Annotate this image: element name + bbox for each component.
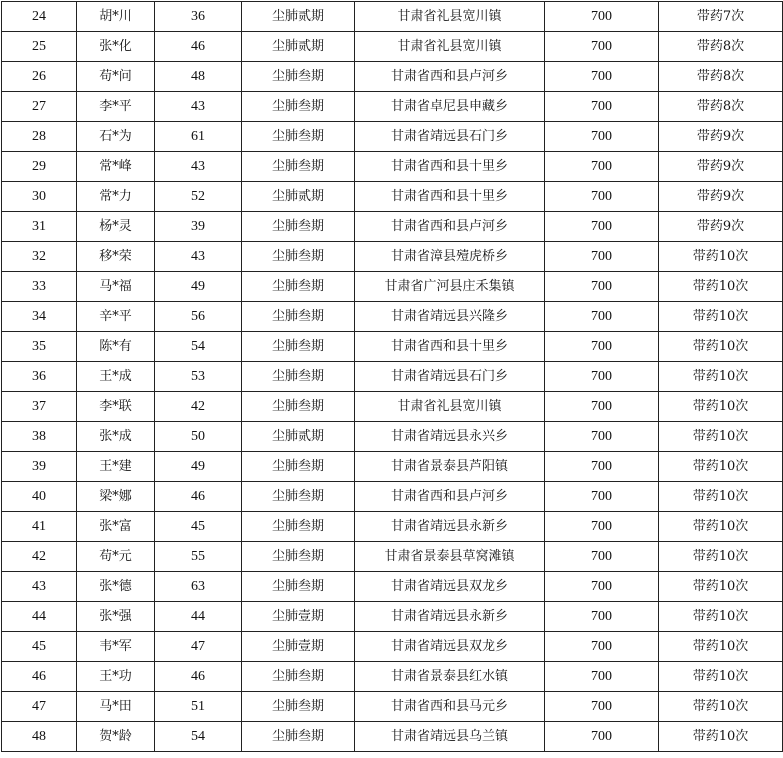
cell-stage: 尘肺叁期 bbox=[242, 242, 355, 272]
cell-amount: 700 bbox=[545, 32, 659, 62]
cell-medicine: 带药10次 bbox=[659, 602, 783, 632]
cell-age: 46 bbox=[155, 32, 242, 62]
patient-table bbox=[1, 1, 783, 752]
cell-amount: 700 bbox=[545, 2, 659, 32]
cell-amount: 700 bbox=[545, 542, 659, 572]
table-row bbox=[2, 512, 783, 542]
cell-medicine: 带药10次 bbox=[659, 452, 783, 482]
cell-age: 36 bbox=[155, 2, 242, 32]
cell-amount: 700 bbox=[545, 482, 659, 512]
cell-age: 61 bbox=[155, 122, 242, 152]
cell-address: 甘肃省景泰县红水镇 bbox=[355, 662, 545, 692]
cell-name: 常*力 bbox=[77, 182, 155, 212]
cell-amount: 700 bbox=[545, 272, 659, 302]
cell-age: 39 bbox=[155, 212, 242, 242]
cell-stage: 尘肺叁期 bbox=[242, 572, 355, 602]
cell-row-number: 47 bbox=[2, 692, 77, 722]
table-row bbox=[2, 602, 783, 632]
cell-amount: 700 bbox=[545, 362, 659, 392]
cell-stage: 尘肺叁期 bbox=[242, 542, 355, 572]
table-row bbox=[2, 2, 783, 32]
cell-name: 苟*问 bbox=[77, 62, 155, 92]
cell-name: 马*福 bbox=[77, 272, 155, 302]
cell-name: 张*富 bbox=[77, 512, 155, 542]
cell-address: 甘肃省礼县宽川镇 bbox=[355, 2, 545, 32]
table-row bbox=[2, 152, 783, 182]
cell-age: 56 bbox=[155, 302, 242, 332]
cell-age: 54 bbox=[155, 722, 242, 752]
table-row bbox=[2, 482, 783, 512]
cell-name: 马*田 bbox=[77, 692, 155, 722]
cell-row-number: 36 bbox=[2, 362, 77, 392]
cell-stage: 尘肺叁期 bbox=[242, 392, 355, 422]
cell-address: 甘肃省西和县卢河乡 bbox=[355, 482, 545, 512]
cell-medicine: 带药8次 bbox=[659, 32, 783, 62]
cell-medicine: 带药10次 bbox=[659, 362, 783, 392]
cell-address: 甘肃省西和县马元乡 bbox=[355, 692, 545, 722]
table-row bbox=[2, 692, 783, 722]
cell-row-number: 48 bbox=[2, 722, 77, 752]
cell-row-number: 41 bbox=[2, 512, 77, 542]
cell-amount: 700 bbox=[545, 422, 659, 452]
cell-row-number: 29 bbox=[2, 152, 77, 182]
cell-medicine: 带药10次 bbox=[659, 632, 783, 662]
cell-medicine: 带药9次 bbox=[659, 212, 783, 242]
cell-row-number: 33 bbox=[2, 272, 77, 302]
cell-amount: 700 bbox=[545, 692, 659, 722]
table-row bbox=[2, 92, 783, 122]
cell-name: 张*德 bbox=[77, 572, 155, 602]
cell-address: 甘肃省西和县卢河乡 bbox=[355, 212, 545, 242]
cell-medicine: 带药9次 bbox=[659, 122, 783, 152]
table-row bbox=[2, 722, 783, 752]
cell-name: 李*联 bbox=[77, 392, 155, 422]
cell-stage: 尘肺叁期 bbox=[242, 662, 355, 692]
cell-address: 甘肃省靖远县双龙乡 bbox=[355, 632, 545, 662]
cell-row-number: 25 bbox=[2, 32, 77, 62]
cell-stage: 尘肺贰期 bbox=[242, 2, 355, 32]
cell-age: 45 bbox=[155, 512, 242, 542]
table-row bbox=[2, 302, 783, 332]
cell-stage: 尘肺叁期 bbox=[242, 452, 355, 482]
cell-amount: 700 bbox=[545, 452, 659, 482]
cell-amount: 700 bbox=[545, 512, 659, 542]
cell-stage: 尘肺壹期 bbox=[242, 632, 355, 662]
cell-row-number: 39 bbox=[2, 452, 77, 482]
cell-address: 甘肃省靖远县石门乡 bbox=[355, 362, 545, 392]
cell-address: 甘肃省景泰县芦阳镇 bbox=[355, 452, 545, 482]
cell-stage: 尘肺叁期 bbox=[242, 302, 355, 332]
cell-stage: 尘肺叁期 bbox=[242, 212, 355, 242]
cell-age: 44 bbox=[155, 602, 242, 632]
cell-stage: 尘肺贰期 bbox=[242, 182, 355, 212]
cell-row-number: 34 bbox=[2, 302, 77, 332]
table-row bbox=[2, 362, 783, 392]
table-row bbox=[2, 572, 783, 602]
table-row bbox=[2, 272, 783, 302]
cell-medicine: 带药10次 bbox=[659, 542, 783, 572]
cell-name: 韦*军 bbox=[77, 632, 155, 662]
cell-stage: 尘肺贰期 bbox=[242, 422, 355, 452]
table-row bbox=[2, 332, 783, 362]
cell-medicine: 带药10次 bbox=[659, 392, 783, 422]
table-row bbox=[2, 62, 783, 92]
cell-row-number: 40 bbox=[2, 482, 77, 512]
cell-age: 43 bbox=[155, 92, 242, 122]
cell-age: 47 bbox=[155, 632, 242, 662]
cell-medicine: 带药10次 bbox=[659, 332, 783, 362]
cell-amount: 700 bbox=[545, 302, 659, 332]
cell-medicine: 带药8次 bbox=[659, 62, 783, 92]
cell-address: 甘肃省礼县宽川镇 bbox=[355, 392, 545, 422]
cell-address: 甘肃省靖远县永新乡 bbox=[355, 602, 545, 632]
cell-row-number: 38 bbox=[2, 422, 77, 452]
cell-name: 石*为 bbox=[77, 122, 155, 152]
cell-medicine: 带药10次 bbox=[659, 722, 783, 752]
cell-amount: 700 bbox=[545, 662, 659, 692]
cell-name: 张*成 bbox=[77, 422, 155, 452]
cell-stage: 尘肺叁期 bbox=[242, 692, 355, 722]
cell-row-number: 31 bbox=[2, 212, 77, 242]
cell-stage: 尘肺叁期 bbox=[242, 272, 355, 302]
cell-amount: 700 bbox=[545, 62, 659, 92]
cell-row-number: 37 bbox=[2, 392, 77, 422]
cell-stage: 尘肺叁期 bbox=[242, 362, 355, 392]
cell-name: 王*功 bbox=[77, 662, 155, 692]
cell-row-number: 30 bbox=[2, 182, 77, 212]
cell-medicine: 带药10次 bbox=[659, 302, 783, 332]
cell-address: 甘肃省靖远县乌兰镇 bbox=[355, 722, 545, 752]
cell-address: 甘肃省西和县卢河乡 bbox=[355, 62, 545, 92]
cell-amount: 700 bbox=[545, 212, 659, 242]
cell-amount: 700 bbox=[545, 152, 659, 182]
cell-medicine: 带药10次 bbox=[659, 692, 783, 722]
cell-amount: 700 bbox=[545, 182, 659, 212]
cell-name: 辛*平 bbox=[77, 302, 155, 332]
cell-stage: 尘肺叁期 bbox=[242, 482, 355, 512]
cell-name: 李*平 bbox=[77, 92, 155, 122]
cell-address: 甘肃省漳县殪虎桥乡 bbox=[355, 242, 545, 272]
cell-age: 43 bbox=[155, 152, 242, 182]
cell-row-number: 35 bbox=[2, 332, 77, 362]
cell-age: 52 bbox=[155, 182, 242, 212]
cell-row-number: 44 bbox=[2, 602, 77, 632]
cell-age: 43 bbox=[155, 242, 242, 272]
cell-medicine: 带药10次 bbox=[659, 422, 783, 452]
cell-stage: 尘肺叁期 bbox=[242, 62, 355, 92]
table-row bbox=[2, 452, 783, 482]
cell-medicine: 带药10次 bbox=[659, 572, 783, 602]
cell-age: 46 bbox=[155, 662, 242, 692]
cell-amount: 700 bbox=[545, 572, 659, 602]
cell-row-number: 45 bbox=[2, 632, 77, 662]
cell-name: 梁*娜 bbox=[77, 482, 155, 512]
cell-row-number: 42 bbox=[2, 542, 77, 572]
cell-address: 甘肃省西和县十里乡 bbox=[355, 182, 545, 212]
table-row bbox=[2, 422, 783, 452]
cell-stage: 尘肺叁期 bbox=[242, 122, 355, 152]
table-row bbox=[2, 542, 783, 572]
cell-age: 53 bbox=[155, 362, 242, 392]
cell-name: 苟*元 bbox=[77, 542, 155, 572]
cell-address: 甘肃省靖远县双龙乡 bbox=[355, 572, 545, 602]
cell-medicine: 带药8次 bbox=[659, 92, 783, 122]
cell-amount: 700 bbox=[545, 602, 659, 632]
cell-amount: 700 bbox=[545, 242, 659, 272]
cell-age: 54 bbox=[155, 332, 242, 362]
cell-address: 甘肃省靖远县兴隆乡 bbox=[355, 302, 545, 332]
cell-age: 42 bbox=[155, 392, 242, 422]
cell-amount: 700 bbox=[545, 632, 659, 662]
cell-amount: 700 bbox=[545, 392, 659, 422]
cell-stage: 尘肺叁期 bbox=[242, 92, 355, 122]
cell-row-number: 28 bbox=[2, 122, 77, 152]
cell-row-number: 43 bbox=[2, 572, 77, 602]
cell-row-number: 26 bbox=[2, 62, 77, 92]
cell-name: 王*建 bbox=[77, 452, 155, 482]
cell-name: 张*化 bbox=[77, 32, 155, 62]
table-row bbox=[2, 32, 783, 62]
table-row bbox=[2, 242, 783, 272]
table-row bbox=[2, 662, 783, 692]
cell-address: 甘肃省西和县十里乡 bbox=[355, 332, 545, 362]
cell-medicine: 带药10次 bbox=[659, 512, 783, 542]
cell-address: 甘肃省西和县十里乡 bbox=[355, 152, 545, 182]
cell-age: 46 bbox=[155, 482, 242, 512]
cell-address: 甘肃省广河县庄禾集镇 bbox=[355, 272, 545, 302]
table-row bbox=[2, 632, 783, 662]
cell-medicine: 带药9次 bbox=[659, 152, 783, 182]
cell-name: 移*荣 bbox=[77, 242, 155, 272]
cell-medicine: 带药10次 bbox=[659, 272, 783, 302]
cell-row-number: 46 bbox=[2, 662, 77, 692]
cell-address: 甘肃省靖远县永新乡 bbox=[355, 512, 545, 542]
cell-stage: 尘肺壹期 bbox=[242, 602, 355, 632]
cell-stage: 尘肺叁期 bbox=[242, 332, 355, 362]
cell-name: 胡*川 bbox=[77, 2, 155, 32]
cell-amount: 700 bbox=[545, 332, 659, 362]
cell-stage: 尘肺叁期 bbox=[242, 512, 355, 542]
cell-name: 常*峰 bbox=[77, 152, 155, 182]
table-row bbox=[2, 182, 783, 212]
cell-stage: 尘肺贰期 bbox=[242, 32, 355, 62]
cell-name: 王*成 bbox=[77, 362, 155, 392]
cell-age: 63 bbox=[155, 572, 242, 602]
cell-age: 51 bbox=[155, 692, 242, 722]
cell-age: 49 bbox=[155, 272, 242, 302]
cell-medicine: 带药10次 bbox=[659, 242, 783, 272]
cell-row-number: 24 bbox=[2, 2, 77, 32]
cell-stage: 尘肺叁期 bbox=[242, 152, 355, 182]
cell-address: 甘肃省礼县宽川镇 bbox=[355, 32, 545, 62]
cell-medicine: 带药10次 bbox=[659, 482, 783, 512]
cell-medicine: 带药7次 bbox=[659, 2, 783, 32]
cell-name: 杨*灵 bbox=[77, 212, 155, 242]
cell-row-number: 27 bbox=[2, 92, 77, 122]
cell-medicine: 带药9次 bbox=[659, 182, 783, 212]
cell-amount: 700 bbox=[545, 122, 659, 152]
cell-age: 50 bbox=[155, 422, 242, 452]
cell-age: 49 bbox=[155, 452, 242, 482]
cell-name: 张*强 bbox=[77, 602, 155, 632]
cell-row-number: 32 bbox=[2, 242, 77, 272]
cell-name: 贺*龄 bbox=[77, 722, 155, 752]
cell-amount: 700 bbox=[545, 92, 659, 122]
cell-age: 55 bbox=[155, 542, 242, 572]
cell-address: 甘肃省景泰县草窝滩镇 bbox=[355, 542, 545, 572]
cell-address: 甘肃省卓尼县申藏乡 bbox=[355, 92, 545, 122]
cell-age: 48 bbox=[155, 62, 242, 92]
cell-amount: 700 bbox=[545, 722, 659, 752]
cell-address: 甘肃省靖远县永兴乡 bbox=[355, 422, 545, 452]
table-row bbox=[2, 122, 783, 152]
cell-medicine: 带药10次 bbox=[659, 662, 783, 692]
table-row bbox=[2, 212, 783, 242]
table-row bbox=[2, 392, 783, 422]
cell-address: 甘肃省靖远县石门乡 bbox=[355, 122, 545, 152]
cell-stage: 尘肺叁期 bbox=[242, 722, 355, 752]
patient-table-body bbox=[2, 2, 783, 752]
cell-name: 陈*有 bbox=[77, 332, 155, 362]
